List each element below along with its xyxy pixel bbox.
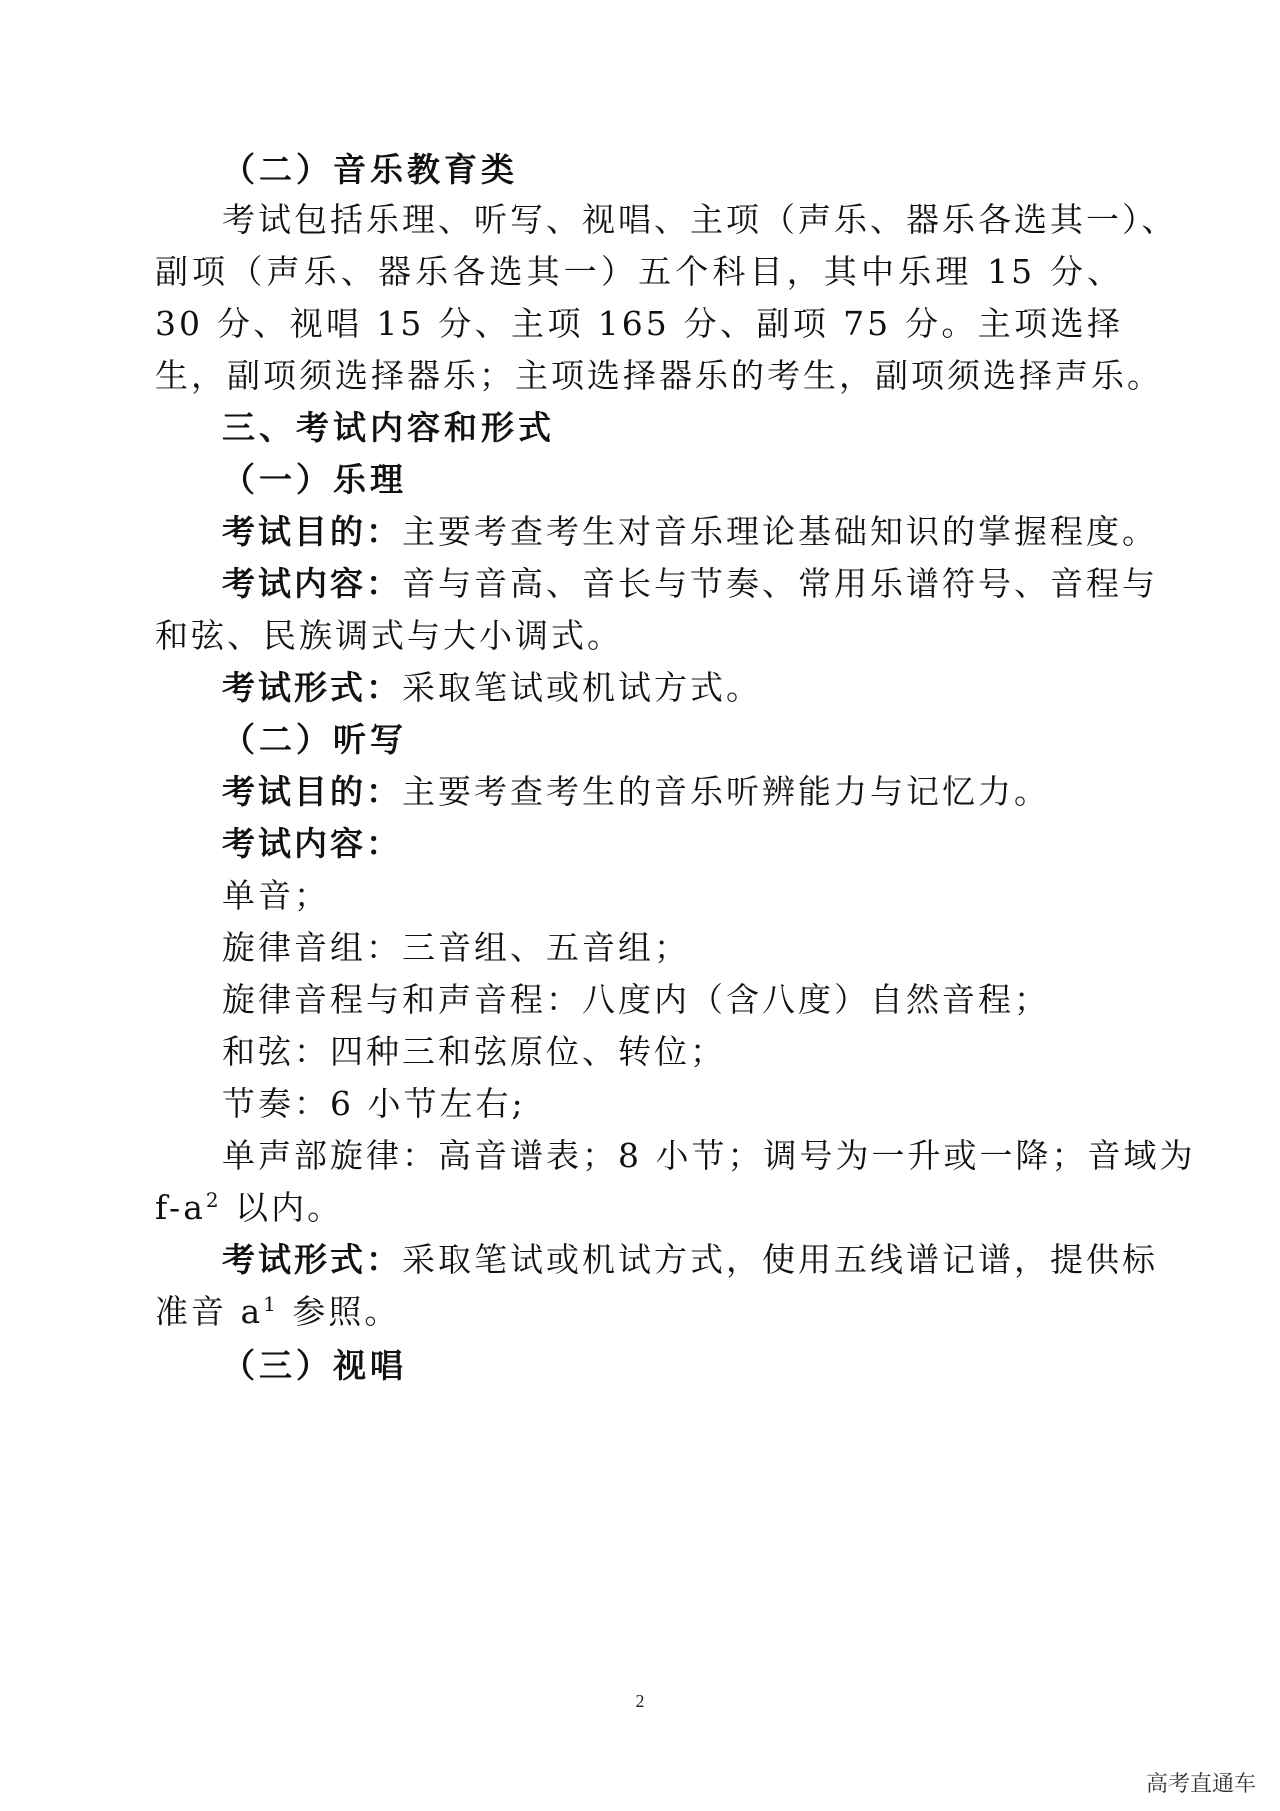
page-number: 2	[635, 1691, 645, 1711]
section-heading-exam-content	[222, 408, 555, 448]
watermark: 高考直通车	[1145, 1772, 1256, 1797]
list-item	[222, 1136, 1196, 1176]
list-item-continuation	[155, 1188, 343, 1228]
field-text: 采取笔试或机试方式。	[402, 668, 762, 707]
list-item-text: 单音；	[222, 876, 330, 915]
paragraph-line	[155, 356, 1163, 396]
paragraph-line	[155, 252, 1123, 292]
field-text: 主要考查考生的音乐听辨能力与记忆力。	[402, 772, 1050, 811]
paragraph-text: 副项（声乐、器乐各选其一）五个科目，其中乐理 15 分、	[155, 252, 1123, 291]
field-text: 主要考查考生对音乐理论基础知识的掌握程度。	[402, 512, 1158, 551]
list-item	[222, 1084, 526, 1124]
paragraph-text: 准音 a	[155, 1292, 264, 1331]
list-item-text: 旋律音组：三音组、五音组；	[222, 928, 690, 967]
paragraph-line	[222, 200, 1178, 240]
paragraph-text-suffix: 参照。	[278, 1292, 401, 1331]
theory-purpose	[222, 512, 1158, 552]
list-item	[222, 1032, 726, 1072]
list-item-text: 旋律音程与和声音程：八度内（含八度）自然音程；	[222, 980, 1050, 1019]
paragraph-text: 生，副项须选择器乐；主项选择器乐的考生，副项须选择声乐。	[155, 356, 1163, 395]
dictation-form	[222, 1240, 1158, 1280]
list-item	[222, 876, 330, 916]
list-item	[222, 980, 1050, 1020]
paragraph-text: 考试包括乐理、听写、视唱、主项（声乐、器乐各选其一）、	[222, 200, 1178, 239]
paragraph-line	[155, 616, 623, 656]
theory-form	[222, 668, 762, 708]
field-text: 采取笔试或机试方式，使用五线谱记谱，提供标	[402, 1240, 1158, 1279]
range-suffix: 以内。	[221, 1188, 344, 1227]
list-item-text: 节奏：6 小节左右;	[222, 1084, 526, 1123]
paragraph-line	[155, 1292, 400, 1332]
list-item	[222, 928, 690, 968]
subsection-heading-theory	[222, 460, 407, 500]
field-label: 考试内容：	[222, 824, 402, 863]
paragraph-line	[155, 304, 1123, 344]
field-label: 考试目的：	[222, 772, 402, 811]
superscript: 2	[205, 1188, 222, 1212]
subsection-heading-dictation	[222, 720, 407, 760]
heading-text: （二）听写	[222, 720, 407, 759]
paragraph-text: 和弦、民族调式与大小调式。	[155, 616, 623, 655]
field-label: 考试形式：	[222, 668, 402, 707]
dictation-purpose	[222, 772, 1050, 812]
section-heading-music-education	[222, 150, 518, 190]
heading-text: （二）音乐教育类	[222, 150, 518, 189]
field-label: 考试内容：	[222, 564, 402, 603]
superscript: 1	[263, 1292, 279, 1316]
range-text: f-a	[155, 1188, 206, 1227]
heading-text: （三）视唱	[222, 1346, 407, 1385]
heading-text: （一）乐理	[222, 460, 407, 499]
theory-content	[222, 564, 1158, 604]
list-item-text: 和弦：四种三和弦原位、转位；	[222, 1032, 726, 1071]
subsection-heading-sight-singing	[222, 1346, 407, 1386]
field-label: 考试形式：	[222, 1240, 402, 1279]
field-text: 音与音高、音长与节奏、常用乐谱符号、音程与	[402, 564, 1158, 603]
field-label: 考试目的：	[222, 512, 402, 551]
dictation-content	[222, 824, 402, 864]
list-item-text: 单声部旋律：高音谱表；8 小节；调号为一升或一降；音域为	[222, 1136, 1196, 1175]
heading-text: 三、考试内容和形式	[222, 408, 555, 447]
paragraph-text: 30 分、视唱 15 分、主项 165 分、副项 75 分。主项选择	[155, 304, 1123, 343]
